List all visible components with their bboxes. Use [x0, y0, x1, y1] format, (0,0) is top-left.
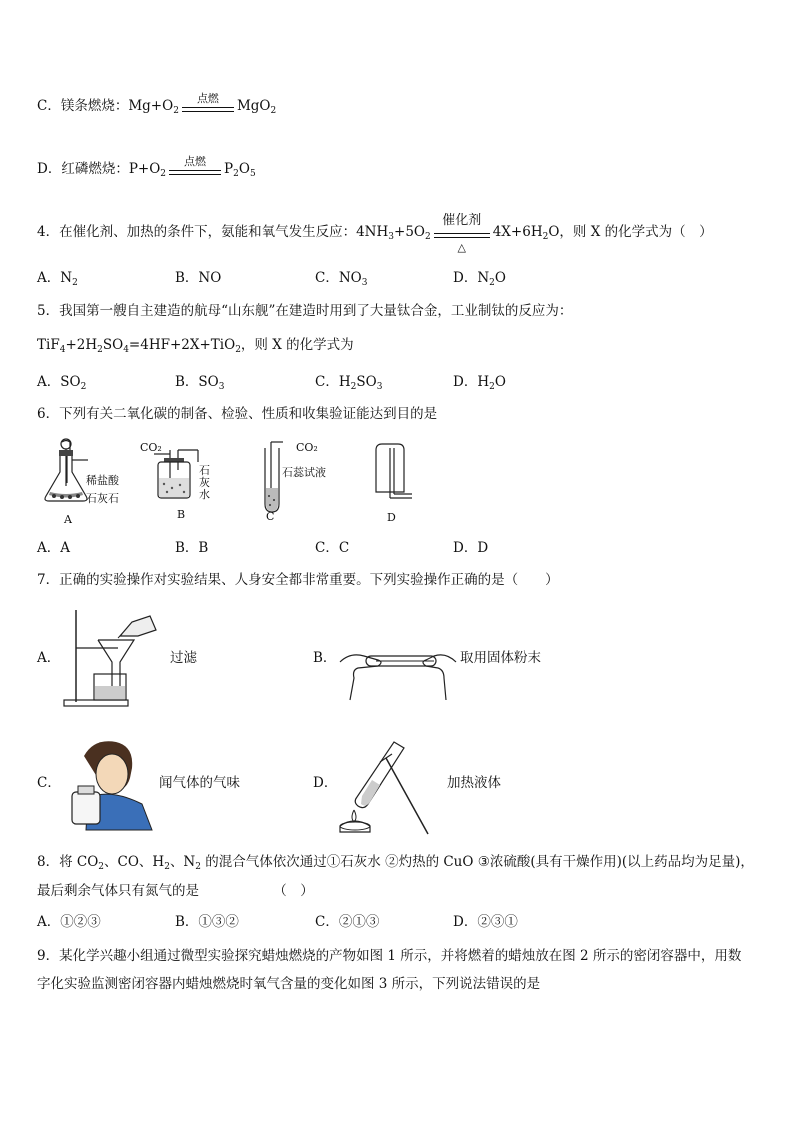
q7-caption-b: 取用固体粉末: [460, 650, 541, 666]
q7-caption-a: 过滤: [170, 650, 197, 666]
q8-option-c: C．②①③: [315, 914, 380, 930]
q7-caption-c: 闻气体的气味: [159, 775, 240, 791]
figure-a-label-acid: 稀盐酸: [86, 474, 119, 487]
q5-stem: 5．我国第一艘自主建造的航母“山东舰”在建造时用到了大量钛合金，工业制钛的反应为：: [37, 303, 573, 319]
equation-arrow: 点燃: [180, 97, 236, 117]
q4-stem: 4．在催化剂、加热的条件下，氨能和氧气发生反应：$4NH_3+5O_2$ 催化剂 △ $4X+6H_2O$，则 X 的化学式为（ ）: [37, 212, 713, 254]
q7-smell-figure: [66, 736, 160, 832]
q8-option-d: D．②③①: [453, 914, 518, 930]
q5-equation: $TiF_4+2H_2SO_4=4HF+2X+TiO_2$，则 X 的化学式为: [37, 337, 354, 355]
q7-stem: 7．正确的实验操作对实验结果、人身安全都非常重要。下列实验操作正确的是（ ）: [37, 572, 559, 588]
q4-option-a: A．$N_2$: [37, 270, 78, 288]
q6-option-a: A．A: [37, 540, 70, 556]
q5-option-b: B．$SO_3$: [175, 374, 225, 392]
figure-b-limewater-label: 石灰水: [199, 464, 210, 501]
figure-c-letter: C: [266, 510, 275, 523]
equation-arrow: 点燃: [167, 160, 223, 180]
q6-option-d: D．D: [453, 540, 489, 556]
figure-c-gas-label: CO₂: [296, 441, 318, 454]
q6-option-b: B．B: [175, 540, 209, 556]
q6-figure-d: [370, 440, 420, 510]
q6-option-c: C．C: [315, 540, 350, 556]
q6-stem: 6．下列有关二氧化碳的制备、检验、性质和收集验证能达到目的是: [37, 406, 438, 422]
q9-stem-line2: 字化实验监测密闭容器内蜡烛燃烧时氧气含量的变化如图 3 所示，下列说法错误的是: [37, 976, 541, 992]
figure-d-letter: D: [387, 511, 396, 524]
q4-option-c: C．$NO_3$: [315, 270, 368, 288]
q8-stem: 8．将 $CO_2$、CO、$H_2$、$N_2$ 的混合气体依次通过①石灰水 ②灼热的 CuO ③浓硫酸(具有干燥作用)(以上药品均为足量)，: [37, 854, 754, 872]
q5-option-d: D．$H_2O$: [453, 374, 506, 392]
figure-b-letter: B: [177, 508, 186, 521]
q7-powder-figure: [336, 632, 460, 704]
q8-option-b: B．①③②: [175, 914, 239, 930]
figure-c-litmus-label: 石蕊试液: [282, 466, 326, 479]
q7-filtration-figure: [60, 606, 170, 711]
q7-heating-figure: [332, 736, 442, 836]
q4-option-b: B．NO: [175, 270, 222, 286]
equation-arrow: 催化剂 △: [432, 223, 492, 243]
q5-option-a: A．$SO_2$: [37, 374, 87, 392]
figure-b-gas-label: CO₂: [140, 441, 162, 454]
q9-stem-line1: 9．某化学兴趣小组通过微型实验探究蜡烛燃烧的产物如图 1 所示，并将燃着的蜡烛放在图 2 所示的密闭容器中，用数: [37, 948, 742, 964]
q7-option-d: D．: [313, 775, 338, 791]
q7-caption-d: 加热液体: [447, 775, 501, 791]
q7-option-b: B．: [313, 650, 337, 666]
q8-option-a: A．①②③: [37, 914, 101, 930]
q3-option-d: D．红磷燃烧：$P+O_2$ 点燃 $P_2O_5$: [37, 154, 256, 179]
q7-option-c: C．: [37, 775, 61, 791]
figure-a-label-limestone: 石灰石: [86, 492, 119, 505]
q7-option-a: A．: [37, 650, 61, 666]
figure-a-letter: A: [64, 513, 72, 526]
q4-option-d: D．$N_2O$: [453, 270, 506, 288]
q5-option-c: C．$H_2SO_3$: [315, 374, 383, 392]
q3-option-c: C．镁条燃烧：$Mg+O_2$ 点燃 MgO$_2$: [37, 91, 277, 116]
q8-stem-line2: 最后剩余气体只有氮气的是 （ ）: [37, 883, 314, 899]
